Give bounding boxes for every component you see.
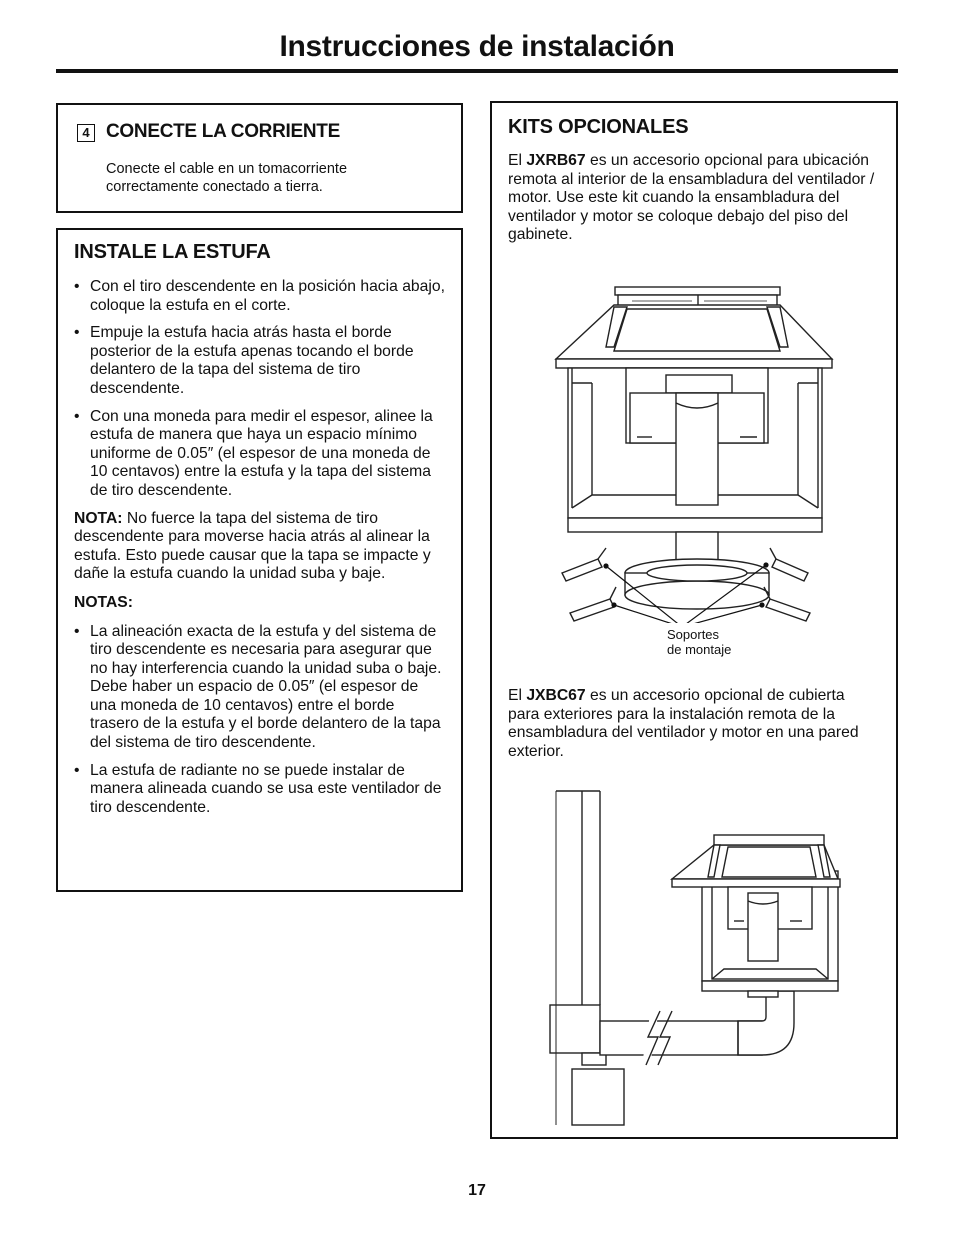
kit1-description xyxy=(508,152,878,245)
power-heading: CONECTE LA CORRIENTE xyxy=(106,121,340,142)
nota-text: No fuerce la tapa del sistema de tiro descendente para moverse hacia atrás al alinear la estufa. Esto puede causar que la tapa se impacte y dañe la estufa cuando la unidad suba y baje. xyxy=(74,509,431,583)
remote-blower-illustration xyxy=(552,283,842,623)
nota-label: NOTA: xyxy=(74,509,123,527)
install-step: • Con el tiro descendente en la posición hacia abajo, coloque la estufa en el corte. xyxy=(74,278,446,315)
kit2-prefix: El xyxy=(508,687,527,704)
kit1-prefix: El xyxy=(508,152,527,169)
install-heading: INSTALE LA ESTUFA xyxy=(74,241,271,263)
kits-section xyxy=(490,101,898,1139)
kit2-model: JXBC67 xyxy=(526,687,586,704)
install-step: • Empuje la estufa hacia atrás hasta el borde posterior de la estufa apenas tocando el borde delantero de la tapa del sistema de tiro descendente. xyxy=(74,324,446,398)
kit1-model: JXRB67 xyxy=(526,152,586,169)
step-number-badge: 4 xyxy=(77,124,95,142)
mounting-brackets-callout xyxy=(667,627,731,657)
install-body xyxy=(74,278,446,826)
install-section xyxy=(56,228,463,892)
page-title: Instrucciones de instalación xyxy=(279,30,675,63)
install-steps-list xyxy=(74,278,446,501)
notas-item: • La alineación exacta de la estufa y del sistema de tiro descendente es necesaria para asegurar que no hay interferencia cuando la unidad suba o baje. Debe haber un espacio de 0.05″ (el espesor de una moneda de 10 centavos) entre el borde trasero de la estufa y el borde delantero de la tapa del sistema de tiro descendente. xyxy=(74,623,446,753)
kit2-text: es un accesorio opcional de cubierta para exteriores para la instalación remota de la ensambladura del ventilador y motor en una pared exterior. xyxy=(508,687,859,760)
kit2-description xyxy=(508,687,878,761)
notas-item: • La estufa de radiante no se puede instalar de manera alineada cuando se usa este ventilador de tiro descendente. xyxy=(74,762,446,818)
notas-colon: : xyxy=(127,593,133,611)
kit1-text: es un accesorio opcional para ubicación remota al interior de la ensambladura del ventilador / motor. Use este kit cuando la ensambladura del ventilador y motor se coloque debajo del piso del gabinete. xyxy=(508,152,875,244)
power-text: Conecte el cable en un tomacorriente correctamente conectado a tierra. xyxy=(106,161,348,195)
install-step: • Con una moneda para medir el espesor, alinee la estufa de manera que haya un espacio mínimo uniforme de 0.05″ (el espesor de una moneda de 10 centavos) entre la estufa y la tapa del sistema de tiro descendente. xyxy=(74,408,446,501)
exterior-wall-illustration xyxy=(542,773,842,1133)
power-section xyxy=(56,103,463,213)
title-rule xyxy=(56,69,898,73)
nota-paragraph xyxy=(74,510,446,584)
notas-heading xyxy=(74,594,446,613)
notas-label: NOTAS xyxy=(74,593,128,611)
page-number: 17 xyxy=(468,1182,486,1199)
kits-heading: KITS OPCIONALES xyxy=(508,116,689,138)
callout-line-1: Soportes xyxy=(667,627,720,642)
notas-list xyxy=(74,623,446,818)
callout-line-2: de montaje xyxy=(667,642,732,657)
